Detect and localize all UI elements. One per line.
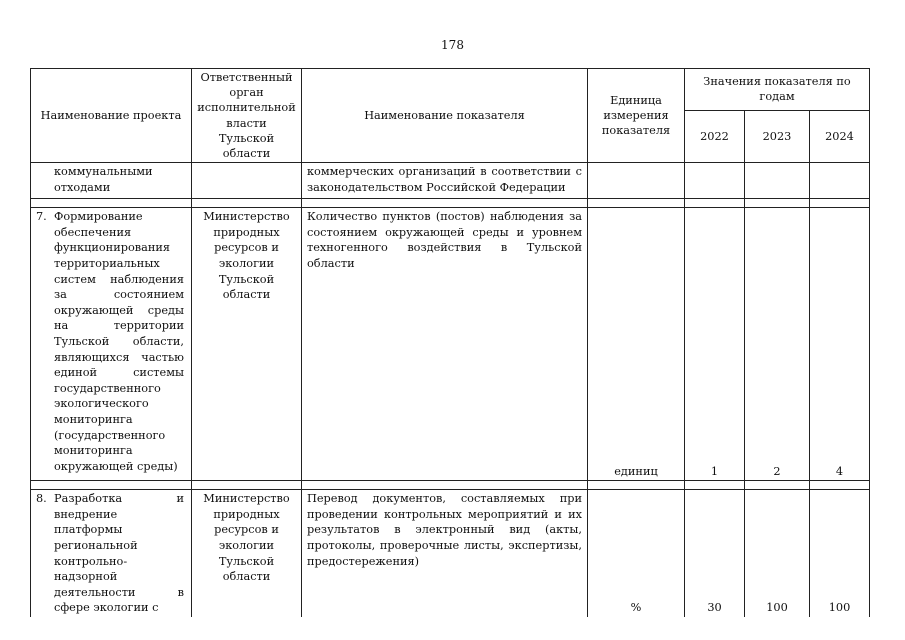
project-cell xyxy=(31,208,192,481)
value-2022-cell xyxy=(685,163,745,199)
project-cell xyxy=(31,490,192,617)
unit-cell: единиц xyxy=(588,208,685,481)
indicator-cell: Количество пунктов (постов) наблюдения за состоянием окружающей среды и уровнем техногенного воздействия в Тульской области xyxy=(302,208,588,481)
header-year-2024: 2024 xyxy=(810,110,870,162)
project-name: коммунальными отходами xyxy=(54,165,153,194)
table-row xyxy=(31,208,870,481)
header-year-2023: 2023 xyxy=(745,110,810,162)
header-project-name: Наименование проекта xyxy=(31,69,192,163)
row-number: 7. xyxy=(36,210,47,224)
header-indicator-name: Наименование показателя xyxy=(302,69,588,163)
indicator-cell: Перевод документов, составляемых при проведении контрольных мероприятий и их результатов в электронный вид (акты, протоколы, проверочные листы, экспертизы, предостережения) xyxy=(302,490,588,617)
table-row xyxy=(31,490,870,617)
row-separator xyxy=(31,199,870,208)
value-2022-cell: 1 xyxy=(685,208,745,481)
value-2023-cell: 2 xyxy=(745,208,810,481)
table-header-row xyxy=(31,69,870,111)
value-2022-cell: 30 xyxy=(685,490,745,617)
page-number: 178 xyxy=(441,38,464,52)
value-2023-cell: 100 xyxy=(745,490,810,617)
value-2023-cell xyxy=(745,163,810,199)
row-separator xyxy=(31,481,870,490)
header-year-2022: 2022 xyxy=(685,110,745,162)
responsible-cell: Министерство природных ресурсов и экологии Тульской области xyxy=(192,208,302,481)
project-cell xyxy=(31,163,192,199)
value-2024-cell xyxy=(810,163,870,199)
table-row xyxy=(31,163,870,199)
header-values-group: Значения показателя по годам xyxy=(685,69,870,111)
header-responsible: Ответственный орган исполнительной власти Тульской области xyxy=(192,69,302,163)
row-number: 8. xyxy=(36,492,47,506)
value-2024-cell: 4 xyxy=(810,208,870,481)
header-unit: Единица измерения показателя xyxy=(588,69,685,163)
indicator-cell: коммерческих организаций в соответствии с законодательством Российской Федерации xyxy=(302,163,588,199)
responsible-cell: Министерство природных ресурсов и экологии Тульской области xyxy=(192,490,302,617)
indicators-table xyxy=(30,68,870,617)
responsible-cell xyxy=(192,163,302,199)
project-name: Разработка и внедрение платформы региональной контрольно-надзорной деятельности в сфере экологии с xyxy=(54,492,184,615)
project-name: Формирование обеспечения функционирования территориальных систем наблюдения за состоянием окружающей среды на территории Тульской области, являющихся частью единой системы государственного экологического мониторинга (государственного мониторинга окружающей среды) xyxy=(54,210,184,473)
value-2024-cell: 100 xyxy=(810,490,870,617)
unit-cell: % xyxy=(588,490,685,617)
unit-cell xyxy=(588,163,685,199)
